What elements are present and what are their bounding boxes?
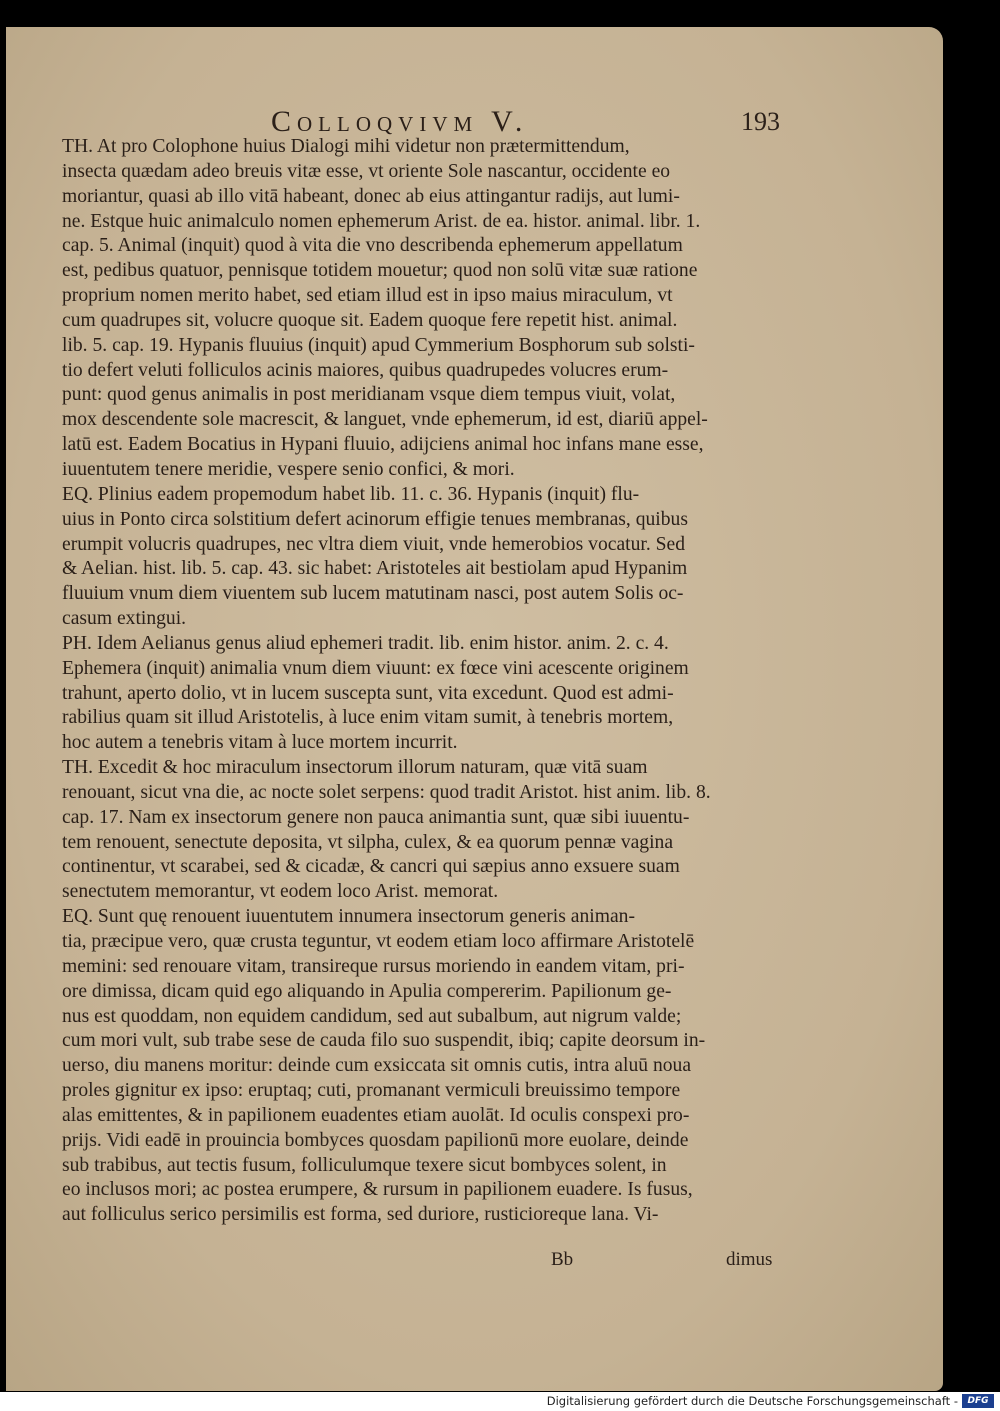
text-line: aut folliculus serico persimilis est forma, sed duriore, rusticioreque lana. Vi- — [62, 1204, 659, 1226]
catchword: dimus — [726, 1249, 773, 1270]
book-page — [6, 27, 943, 1391]
text-line: cap. 17. Nam ex insectorum genere non pauca animantia sunt, quæ sibi iuuentu- — [62, 806, 690, 828]
text-line: rabilius quam sit illud Aristotelis, à luce enim vitam sumit, à tenebris mortem, — [62, 707, 674, 729]
text-line: uerso, diu manens moritur: deinde cum exsiccata sit omnis cutis, intra aluū noua — [62, 1055, 692, 1077]
text-block — [62, 135, 792, 1228]
text-line: EQ. Plinius eadem propemodum habet lib. 11. c. 36. Hypanis (inquit) flu- — [62, 483, 640, 505]
text-line: memini: sed renouare vitam, transireque rursus moriendo in eandem vitam, pri- — [62, 955, 685, 977]
text-line: casum extingui. — [62, 608, 187, 630]
text-line: proprium nomen merito habet, sed etiam illud est in ipso maius miraculum, vt — [62, 285, 673, 307]
text-line: eo inclusos mori; ac postea erumpere, & rursum in papilionem euadere. Is fusus, — [62, 1179, 693, 1201]
text-line: uius in Ponto circa solstitium defert acinorum effigie tenues membranas, quibus — [62, 508, 688, 530]
text-line: lib. 5. cap. 19. Hypanis fluuius (inquit) apud Cymmerium Bosphorum sub solsti- — [62, 334, 695, 356]
text-line: PH. Idem Aelianus genus aliud ephemeri tradit. lib. enim histor. anim. 2. c. 4. — [62, 632, 669, 654]
dfg-logo: DFG — [962, 1394, 994, 1408]
text-line: sub trabibus, aut tectis fusum, folliculumque texere sicut bombyces solent, in — [62, 1154, 667, 1176]
text-line: nus est quoddam, non equidem candidum, sed aut subalbum, aut nigrum valde; — [62, 1005, 682, 1027]
text-line: cum mori vult, sub trabe sese de cauda filo suo suspendit, ibiq; capite deorsum in- — [62, 1030, 706, 1052]
text-line: ne. Estque huic animalculo nomen ephemerum Arist. de ea. histor. animal. libr. 1. — [62, 210, 701, 232]
text-line: trahunt, aperto dolio, vt in lucem suscepta sunt, vita excedunt. Quod est admi- — [62, 682, 674, 704]
footer-credit: Digitalisierung gefördert durch die Deutsche Forschungsgemeinschaft - — [546, 1394, 958, 1408]
text-line: fluuium vnum diem viuentem sub lucem matutinam nasci, post autem Solis oc- — [62, 583, 684, 605]
text-line: tem renouent, senectute deposita, vt silpha, culex, & ea quorum pennæ vagina — [62, 831, 674, 853]
text-line: erumpit volucris quadrupes, nec vltra diem viuit, vnde hemerobios vocatur. Sed — [62, 533, 686, 555]
text-line: EQ. Sunt quę renouent iuuentutem innumera insectorum generis animan- — [62, 906, 635, 928]
text-line: TH. Excedit & hoc miraculum insectorum illorum naturam, quæ vitā suam — [62, 757, 648, 779]
running-head: Colloqvivm V. — [271, 105, 529, 138]
text-line: renouant, sicut vna die, ac nocte solet serpens: quod tradit Aristot. hist anim. lib. 8. — [62, 781, 711, 803]
text-line: senectutem memorantur, vt eodem loco Arist. memorat. — [62, 881, 499, 903]
text-line: iuuentutem tenere meridie, vespere senio confici, & mori. — [62, 458, 515, 480]
text-line: alas emittentes, & in papilionem euadentes etiam auolāt. Id oculis conspexi pro- — [62, 1104, 690, 1126]
text-line: est, pedibus quatuor, pennisque totidem mouetur; quod non solū vitæ suæ ratione — [62, 260, 698, 282]
page-number: 193 — [741, 107, 780, 136]
text-line: proles gignitur ex ipso: eruptaq; cuti, promanant vermiculi breuissimo tempore — [62, 1080, 681, 1102]
text-line: hoc autem a tenebris vitam à luce mortem incurrit. — [62, 732, 458, 754]
text-line: cap. 5. Animal (inquit) quod à vita die vno describenda ephemerum appellatum — [62, 235, 683, 257]
text-line: cum quadrupes sit, volucre quoque sit. Eadem quoque fere repetit hist. animal. — [62, 309, 678, 331]
digitization-footer — [0, 1392, 1000, 1411]
text-line: insecta quædam adeo breuis vitæ esse, vt oriente Sole nascantur, occidente eo — [62, 160, 671, 182]
text-line: ore dimissa, dicam quid ego aliquando in Apulia compererim. Papilionum ge- — [62, 980, 672, 1002]
text-line: prijs. Vidi eadē in prouincia bombyces quosdam papilionū more euolare, deinde — [62, 1129, 689, 1151]
page-foot — [6, 1249, 943, 1279]
text-line: continentur, vt scarabei, sed & cicadæ, & cancri qui sæpius anno exsuere suam — [62, 856, 680, 878]
text-line: & Aelian. hist. lib. 5. cap. 43. sic habet: Aristoteles ait bestiolam apud Hypanim — [62, 558, 688, 580]
signature-mark: Bb — [551, 1249, 574, 1270]
text-line: mox descendente sole macrescit, & languet, vnde ephemerum, id est, diariū appel- — [62, 409, 708, 431]
text-line: TH. At pro Colophone huius Dialogi mihi videtur non prætermittendum, — [62, 136, 630, 157]
text-line: tio defert veluti folliculos acinis maiores, quibus quadrupedes volucres erum- — [62, 359, 669, 381]
text-line: Ephemera (inquit) animalia vnum diem viuunt: ex fœce vini acescente originem — [62, 657, 689, 679]
text-line: moriantur, quasi ab illo vitā habeant, donec ab eius attingantur radijs, aut lumi- — [62, 185, 680, 207]
text-line: punt: quod genus animalis in post meridianam vsque diem tempus viuit, volat, — [62, 384, 676, 406]
text-line: latū est. Eadem Bocatius in Hypani fluuio, adijciens animal hoc infans mane esse, — [62, 434, 704, 456]
text-line: tia, præcipue vero, quæ crusta teguntur, vt eodem etiam loco affirmare Aristotelē — [62, 931, 695, 952]
